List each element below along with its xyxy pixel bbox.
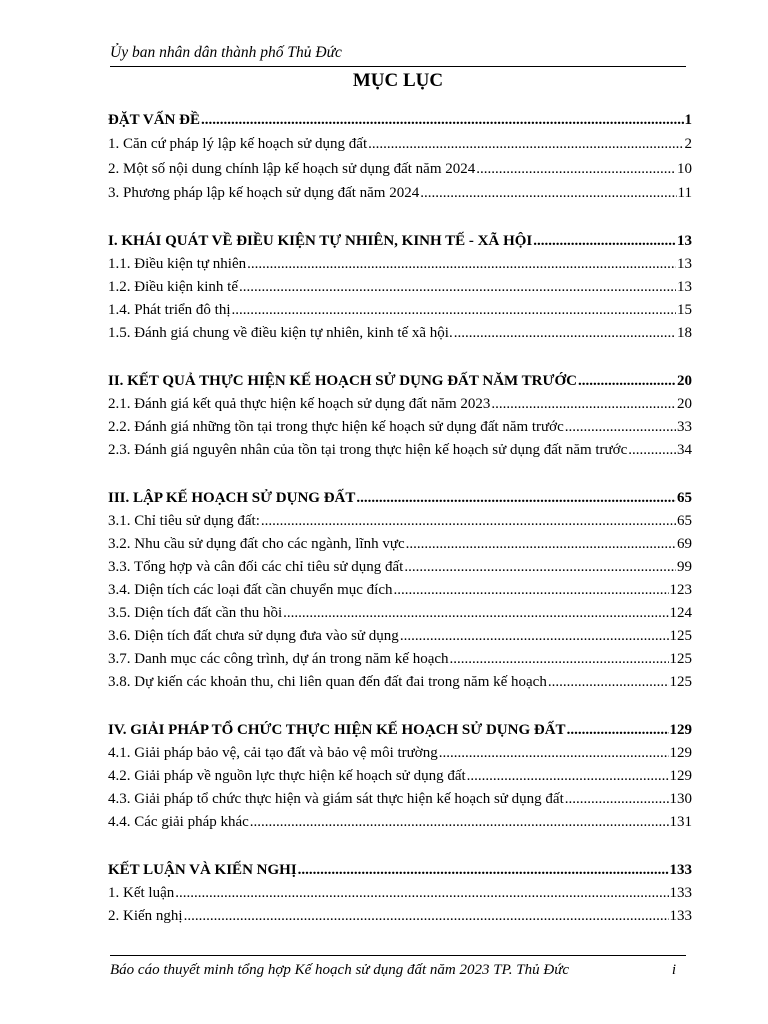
toc-page-number: 69 [677, 536, 692, 552]
toc-entry-title: 2. Kiến nghị [108, 908, 183, 924]
toc-entry [108, 763, 692, 785]
page-header: Ủy ban nhân dân thành phố Thủ Đức [110, 44, 342, 61]
toc-dot-leader [628, 441, 676, 459]
toc-dot-leader [368, 135, 683, 153]
toc-page-number: 124 [669, 605, 692, 621]
toc-page-number: 1 [684, 112, 692, 128]
toc-entry-title: 3.2. Nhu cầu sử dụng đất cho các ngành, lĩnh vực [108, 536, 405, 552]
toc-entry [108, 274, 692, 296]
toc-entry [108, 391, 692, 413]
toc-entry [108, 414, 692, 436]
toc-entry [108, 646, 692, 668]
toc-page-number: 129 [669, 745, 692, 761]
toc-entry-title: IV. GIẢI PHÁP TỔ CHỨC THỰC HIỆN KẾ HOẠCH SỬ DỤNG ĐẤT [108, 722, 566, 738]
footer-divider [110, 955, 686, 956]
toc-dot-leader [420, 184, 676, 202]
footer-page-number: i [671, 962, 676, 978]
toc-entry [108, 437, 692, 459]
toc-entry [108, 180, 692, 202]
toc-entry [108, 740, 692, 762]
toc-entry [108, 156, 692, 178]
toc-page-number: 11 [677, 185, 692, 201]
toc-section-heading [108, 717, 692, 739]
toc-entry-title: 1.5. Đánh giá chung về điều kiện tự nhiên, kinh tế xã hội. [108, 325, 453, 341]
toc-entry-title: 3. Phương pháp lập kế hoạch sử dụng đất năm 2024 [108, 185, 420, 201]
toc-entry-title: 2. Một số nội dung chính lập kế hoạch sử dụng đất năm 2024 [108, 161, 476, 177]
toc-entry-title: 3.5. Diện tích đất cần thu hồi [108, 605, 283, 621]
toc-dot-leader [283, 604, 668, 622]
toc-entry-title: 4.2. Giải pháp về nguồn lực thực hiện kế hoạch sử dụng đất [108, 768, 466, 784]
toc-dot-leader [533, 232, 676, 250]
toc-entry-title: 4.1. Giải pháp bảo vệ, cải tạo đất và bảo vệ môi trường [108, 745, 438, 761]
toc-page-number: 129 [669, 722, 692, 738]
toc-entry-title: 3.4. Diện tích các loại đất cần chuyển mục đích [108, 582, 393, 598]
toc-page-number: 129 [669, 768, 692, 784]
toc-page-number: 125 [669, 674, 692, 690]
toc-entry [108, 600, 692, 622]
toc-page-number: 20 [677, 373, 692, 389]
toc-page-number: 130 [669, 791, 692, 807]
toc-entry [108, 320, 692, 342]
toc-dot-leader [239, 278, 676, 296]
toc-dot-leader [298, 861, 669, 879]
toc-entry-title: 1. Kết luận [108, 885, 175, 901]
toc-page-number: 10 [677, 161, 692, 177]
toc-entry [108, 623, 692, 645]
toc-entry-title: 2.1. Đánh giá kết quả thực hiện kế hoạch sử dụng đất năm 2023 [108, 396, 491, 412]
toc-page-number: 20 [677, 396, 692, 412]
toc-dot-leader [400, 627, 669, 645]
toc-page-number: 131 [669, 814, 692, 830]
toc-section-heading [108, 228, 692, 250]
toc-entry [108, 669, 692, 691]
toc-entry-title: II. KẾT QUẢ THỰC HIỆN KẾ HOẠCH SỬ DỤNG ĐẤT NĂM TRƯỚC [108, 373, 577, 389]
toc-dot-leader [247, 255, 676, 273]
toc-section-heading [108, 485, 692, 507]
toc-page-number: 125 [669, 651, 692, 667]
toc-entry-title: 2.2. Đánh giá những tồn tại trong thực hiện kế hoạch sử dụng đất năm trước [108, 419, 564, 435]
toc-entry-title: 4.3. Giải pháp tổ chức thực hiện và giám sát thực hiện kế hoạch sử dụng đất [108, 791, 564, 807]
toc-entry-title: 3.1. Chỉ tiêu sử dụng đất: [108, 513, 260, 529]
toc-entry [108, 297, 692, 319]
toc-dot-leader [548, 673, 669, 691]
toc-dot-leader [393, 581, 668, 599]
toc-page-number: 65 [677, 513, 692, 529]
toc-entry [108, 531, 692, 553]
toc-entry-title: 1.2. Điều kiện kinh tế [108, 279, 238, 295]
toc-page-number: 125 [669, 628, 692, 644]
toc-page-number: 133 [669, 908, 692, 924]
toc-entry-title: 3.7. Danh mục các công trình, dự án trong năm kế hoạch [108, 651, 449, 667]
toc-section-heading [108, 857, 692, 879]
toc-entry-title: 3.6. Diện tích đất chưa sử dụng đưa vào sử dụng [108, 628, 399, 644]
toc-page-number: 99 [677, 559, 692, 575]
toc-entry-title: III. LẬP KẾ HOẠCH SỬ DỤNG ĐẤT [108, 490, 356, 506]
toc-dot-leader [578, 372, 676, 390]
footer-text: Báo cáo thuyết minh tổng hợp Kế hoạch sử dụng đất năm 2023 TP. Thủ Đức [110, 962, 570, 978]
page-footer [110, 962, 686, 979]
toc-entry [108, 508, 692, 530]
toc-entry-title: ĐẶT VẤN ĐỀ [108, 112, 200, 128]
toc-dot-leader [261, 512, 676, 530]
toc-entry-title: 1. Căn cứ pháp lý lập kế hoạch sử dụng đất [108, 136, 368, 152]
toc-dot-leader [404, 558, 676, 576]
toc-section-heading [108, 368, 692, 390]
toc-page-number: 33 [677, 419, 692, 435]
toc-section-heading [108, 107, 692, 129]
toc-dot-leader [439, 744, 669, 762]
toc-entry [108, 577, 692, 599]
page-title: MỤC LỤC [352, 70, 444, 91]
toc-page-number: 13 [677, 279, 692, 295]
toc-entry [108, 809, 692, 831]
toc-entry-title: 3.3. Tổng hợp và cân đối các chỉ tiêu sử dụng đất [108, 559, 404, 575]
toc-dot-leader [175, 884, 668, 902]
toc-page-number: 18 [677, 325, 692, 341]
toc-page-number: 15 [677, 302, 692, 318]
toc-dot-leader [491, 395, 676, 413]
toc-entry-title: 3.8. Dự kiến các khoản thu, chi liên quan đến đất đai trong năm kế hoạch [108, 674, 547, 690]
toc-entry [108, 554, 692, 576]
header-divider [110, 66, 686, 67]
toc-dot-leader [201, 111, 684, 129]
toc-entry [108, 786, 692, 808]
toc-entry-title: 4.4. Các giải pháp khác [108, 814, 249, 830]
toc-page-number: 133 [669, 885, 692, 901]
toc-entry [108, 903, 692, 925]
toc-dot-leader [454, 324, 676, 342]
toc-dot-leader [406, 535, 676, 553]
toc-page-number: 34 [677, 442, 692, 458]
toc-entry [108, 251, 692, 273]
toc-page-number: 133 [669, 862, 692, 878]
toc-dot-leader [250, 813, 669, 831]
toc-entry-title: 1.4. Phát triển đô thị [108, 302, 231, 318]
toc-entry-title: 1.1. Điều kiện tự nhiên [108, 256, 247, 272]
toc-dot-leader [476, 160, 676, 178]
toc-entry-title: 2.3. Đánh giá nguyên nhân của tồn tại trong thực hiện kế hoạch sử dụng đất năm trước [108, 442, 628, 458]
toc-dot-leader [232, 301, 677, 319]
toc-page-number: 13 [677, 233, 692, 249]
toc-page-number: 65 [677, 490, 692, 506]
toc-entry-title: KẾT LUẬN VÀ KIẾN NGHỊ [108, 862, 297, 878]
toc-dot-leader [567, 721, 669, 739]
toc-dot-leader [184, 907, 669, 925]
toc-page-number: 2 [684, 136, 692, 152]
toc-dot-leader [565, 418, 676, 436]
toc-entry [108, 880, 692, 902]
toc-dot-leader [565, 790, 669, 808]
toc-page-number: 123 [669, 582, 692, 598]
toc-dot-leader [356, 489, 676, 507]
toc-page-number: 13 [677, 256, 692, 272]
toc-entry [108, 131, 692, 153]
toc-dot-leader [450, 650, 669, 668]
toc-entry-title: I. KHÁI QUÁT VỀ ĐIỀU KIỆN TỰ NHIÊN, KINH TẾ - XÃ HỘI [108, 233, 533, 249]
toc-dot-leader [467, 767, 669, 785]
